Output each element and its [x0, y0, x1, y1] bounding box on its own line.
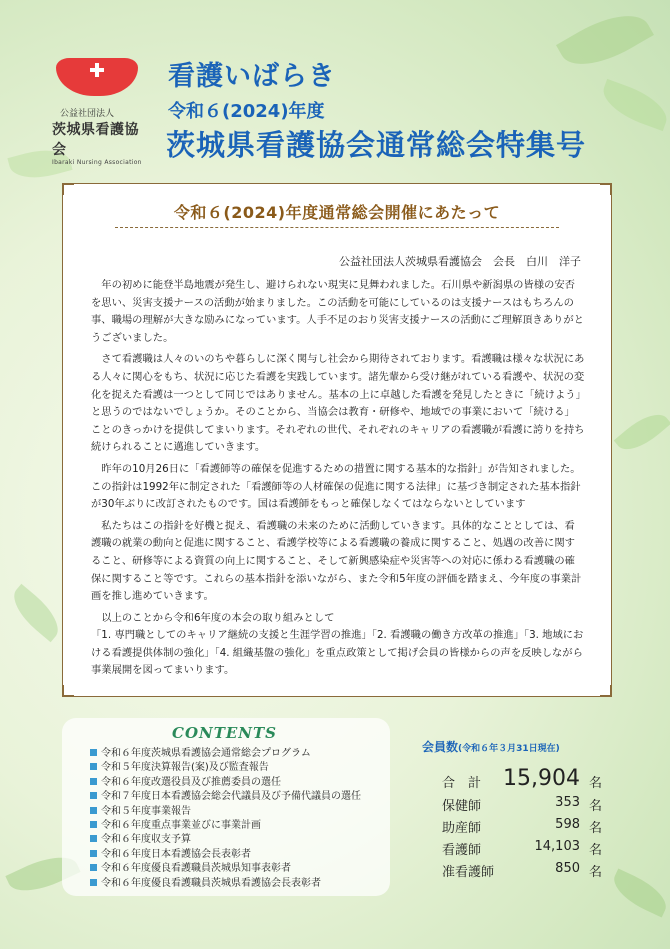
square-bullet-icon: [90, 778, 97, 785]
contents-item: 令和５年度事業報告: [90, 805, 361, 819]
logo-org-type: 公益社団法人: [60, 109, 115, 119]
contents-item: 令和６年度優良看護職員茨城県看護協会長表彰者: [90, 877, 361, 891]
letter-paragraph: 以上のことから令和6年度の本会の取り組みとして: [101, 611, 335, 624]
publication-title: 看護いばらき: [168, 61, 336, 92]
square-bullet-icon: [90, 763, 97, 770]
association-logo: [52, 58, 148, 166]
square-bullet-icon: [90, 850, 97, 857]
letter-paragraph: さて看護職は人々のいのちや暮らしに深く関与し社会から期待されております。看護職は様々な状況にある人々に関心をもち、状況に応じた看護を実践しています。諸先輩から受け継がれている看護や、状況の変化を捉えた看護は一つとして同じではありません。基本の上に卓越した看護を発見したときに「続けよう」と思うのではないでしょうか。そのことから、当協会は教育・研修や、地域での事業において「続ける」ことのきっかけを提供してまいります。それぞれの世代、それぞれのキャリアの看護職が看護に誇りを持ち続けられることに邁進していきます。: [91, 353, 585, 454]
membership-counts: 会員数(令和６年３月31日現在) 合 計 15,904 名 保健師 353 名 助産師 598 名 看護師 14,103 名 准看護師 850 名: [422, 738, 612, 755]
contents-item: 令和６年度優良看護職員茨城県知事表彰者: [90, 862, 361, 876]
contents-item: 令和６年度茨城県看護協会通常総会プログラム: [90, 747, 361, 761]
contents-item: 令和５年度決算報告(案)及び監査報告: [90, 761, 361, 775]
square-bullet-icon: [90, 821, 97, 828]
contents-panel: [62, 718, 390, 896]
decorative-leaf: [597, 79, 670, 131]
letter-paragraph: 昨年の10月26日に「看護師等の確保を促進するための措置に関する基本的な指針」が告知されました。この指針は1992年に制定された「看護師等の人材確保の促進に関する法律」に基づき制定された基本指針が30年ぶりに改訂されたものです。国は看護師をもっと確保しなくてはならないとしています: [91, 462, 581, 511]
square-bullet-icon: [90, 749, 97, 756]
nurse-cap-logo-icon: [56, 58, 138, 96]
square-bullet-icon: [90, 835, 97, 842]
decorative-leaf: [5, 584, 68, 642]
special-issue-title: 茨城県看護協会通常総会特集号: [166, 128, 587, 162]
contents-item: 令和７年度日本看護協会総会代議員及び予備代議員の選任: [90, 790, 361, 804]
members-total-value: 15,904: [503, 766, 580, 791]
contents-item: 令和６年度重点事業並びに事業計画: [90, 819, 361, 833]
members-title: 会員数(令和６年３月31日現在): [422, 740, 560, 754]
square-bullet-icon: [90, 807, 97, 814]
letter-signature: 公益社団法人茨城県看護協会 会長 白川 洋子: [339, 255, 581, 268]
decorative-leaf: [614, 405, 670, 459]
greeting-letter: [62, 183, 612, 697]
square-bullet-icon: [90, 879, 97, 886]
letter-paragraph: 私たちはこの指針を好機と捉え、看護職の未来のために活動していきます。具体的なこととしては、看護職の就業の動向と促進に関すること、看護学校等による看護職の養成に関すること、処遇の改善に関すること、研修等による資質の向上に関すること、そして新興感染症や災害等への対応に係わる看護職の確保に関すること等です。これらの基本指針を添いながら、また令和5年度の評価を踏まえ、今年度の事業計画を推し進めていきます。: [91, 519, 582, 603]
contents-title: CONTENTS: [172, 724, 278, 742]
contents-list: [90, 747, 361, 891]
square-bullet-icon: [90, 864, 97, 871]
square-bullet-icon: [90, 792, 97, 799]
letter-title: 令和６(2024)年度通常総会開催にあたって: [173, 203, 501, 222]
letter-paragraph: 年の初めに能登半島地震が発生し、避けられない現実に見舞われました。石川県や新潟県の皆様の安否を思い、災害支援ナースの活動が始まりました。この活動を可能にしているのは支援ナースはもちろんの事、職場の理解が大きな励みになっています。人手不足のおり災害支援ナースの活動にご理解頂きありがとうございました。: [91, 279, 584, 344]
logo-org-name: 茨城県看護協会: [52, 122, 139, 158]
letter-body: [91, 277, 585, 684]
members-as-of: (令和６年３月31日現在): [458, 744, 560, 754]
contents-item: 令和６年度収支予算: [90, 833, 361, 847]
decorative-leaf: [607, 869, 670, 918]
contents-item: 令和６年度改選役員及び推薦委員の選任: [90, 776, 361, 790]
fiscal-year: 令和６(2024)年度: [168, 101, 325, 122]
logo-org-english: Ibaraki Nursing Association: [52, 159, 142, 166]
title-divider: [115, 227, 559, 228]
contents-item: 令和６年度日本看護協会長表彰者: [90, 848, 361, 862]
letter-paragraph: 「1. 専門職としてのキャリア継続の支援と生涯学習の推進」「2. 看護職の働き方改革の推進」「3. 地域における看護提供体制の強化」「4. 組織基盤の強化」を重点政策として掲げ会員の皆様からの声を反映しながら事業展開を図ってまいります。: [91, 629, 584, 677]
decorative-leaf: [556, 0, 654, 80]
